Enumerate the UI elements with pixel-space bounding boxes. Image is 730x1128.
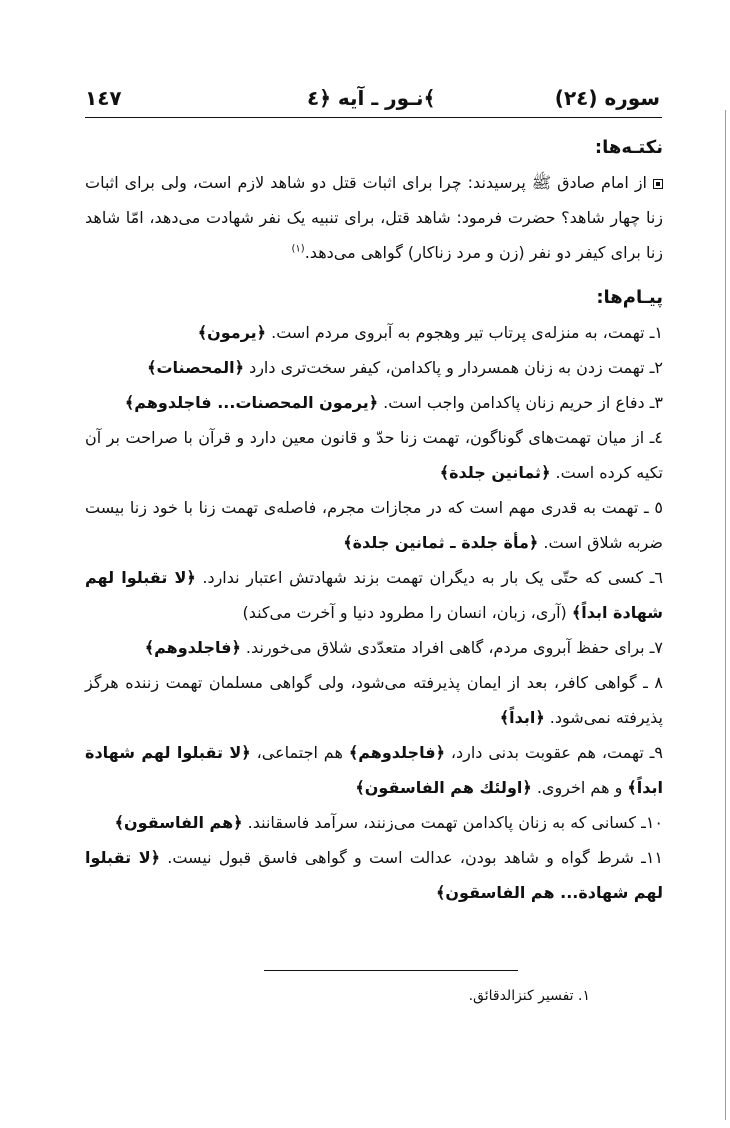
quran-quote: ﴿مأة جلدة ـ ثمانین جلدة﴾ bbox=[343, 533, 539, 552]
payam-title: پیـام‌ها: bbox=[596, 287, 663, 308]
quran-quote-3: ﴿اولئك هم الفاسقون﴾ bbox=[355, 778, 532, 797]
item-text: ٩ـ تهمت، هم عقوبت بدنی دارد، bbox=[444, 743, 663, 762]
footnote-divider bbox=[264, 970, 518, 971]
quran-quote: ﴿ابداً﴾ bbox=[499, 708, 545, 727]
list-item bbox=[85, 665, 663, 735]
quran-quote: ﴿لا تقبلوا لهم شهادة... هم الفاسقون﴾ bbox=[85, 848, 663, 902]
item-text: ٦ـ کسی که حتّی یک بار به دیگران تهمت بزند شهادتش اعتبار ندارد. bbox=[195, 568, 663, 587]
footnote: ١. تفسیر کنزالدقائق. bbox=[468, 988, 590, 1004]
quran-quote: ﴿ثمانین جلدة﴾ bbox=[439, 463, 551, 482]
item-text: ٨ ـ گواهی کافر، بعد از ایمان پذیرفته می‌شود، ولی گواهی مسلمان تهمت زننده هرگز پذیرفته نمی‌شود. bbox=[85, 673, 663, 727]
list-item bbox=[85, 560, 663, 630]
footnote-ref: (١) bbox=[291, 243, 305, 255]
quran-quote: ﴿المحصنات﴾ bbox=[147, 358, 244, 377]
quran-quote: ﴿یرمون﴾ bbox=[197, 323, 267, 342]
quran-quote: ﴿لا تقبلوا لهم شهادة ابداً﴾ bbox=[85, 568, 663, 622]
item-text: ١٠ـ کسانی که به زنان پاکدامن تهمت می‌زنند، سرآمد فاسقانند. bbox=[242, 813, 663, 832]
ayah-label: نـور ـ آیه ﴿٤﴾ bbox=[307, 86, 436, 110]
quran-quote-2: ﴿لا تقبلوا لهم شهادة ابداً﴾ bbox=[85, 743, 663, 797]
item-text: ٣ـ دفاع از حریم زنان پاکدامن واجب است. bbox=[378, 393, 663, 412]
list-item bbox=[85, 630, 663, 665]
list-item bbox=[85, 490, 663, 560]
list-item bbox=[85, 385, 663, 420]
nokteh-title: نکتـه‌ها: bbox=[594, 137, 663, 158]
quran-quote: ﴿فاجلدوهم﴾ bbox=[144, 638, 241, 657]
list-item bbox=[85, 420, 663, 490]
item-text: ٥ ـ تهمت به قدری مهم است که در مجازات مجرم، فاصله‌ی تهمت زنا با خود زنا بیست ضربه شلاق است. bbox=[85, 498, 663, 552]
header-divider bbox=[85, 117, 662, 118]
running-header bbox=[85, 82, 660, 116]
quran-quote: ﴿یرمون المحصنات... فاجلدوهم﴾ bbox=[124, 393, 379, 412]
item-text: ٤ـ از میان تهمت‌های گوناگون، تهمت زنا حدّ و قانون معین دارد و قرآن با صراحت بر آن تکیه کرده است. bbox=[85, 428, 663, 482]
nokteh-paragraph bbox=[85, 165, 663, 270]
page-edge bbox=[725, 110, 726, 1120]
item-text: ٢ـ تهمت زدن به زنان همسردار و پاکدامن، کیفر سخت‌تری دارد bbox=[243, 358, 663, 377]
item-text-after: (آری، زبان، انسان را مطرود دنیا و آخرت می‌کند) bbox=[242, 603, 572, 622]
quran-quote: ﴿هم الفاسقون﴾ bbox=[114, 813, 243, 832]
item-text-after: هم اجتماعی، bbox=[250, 743, 349, 762]
item-text: ١ـ تهمت، به منزله‌ی پرتاب تیر وهجوم به آبروی مردم است. bbox=[266, 323, 663, 342]
item-text: ١١ـ شرط گواه و شاهد بودن، عدالت است و گواهی فاسق قبول نیست. bbox=[160, 848, 663, 867]
page-number: ١٤٧ bbox=[85, 86, 122, 110]
list-item bbox=[85, 805, 663, 840]
nokteh-text: از امام صادق ﷺ پرسیدند: چرا برای اثبات قتل دو شاهد لازم است، ولی برای اثبات زنا چهار شاهد؟ حضرت فرمود: شاهد قتل، برای تنبیه یک نفر شهادت می‌دهد، امّا شاهد زنا برای کیفر دو نفر (زن و مرد زناکار) گواهی می‌دهد. bbox=[85, 173, 663, 262]
list-item bbox=[85, 315, 663, 350]
sura-name: سوره (٢٤) bbox=[554, 86, 660, 110]
main-text bbox=[85, 130, 663, 910]
item-text-after-2: و هم اخروی. bbox=[531, 778, 628, 797]
list-item bbox=[85, 840, 663, 910]
item-text: ٧ـ برای حفظ آبروی مردم، گاهی افراد متعدّدی شلاق می‌خورند. bbox=[240, 638, 663, 657]
quran-quote: ﴿فاجلدوهم﴾ bbox=[348, 743, 445, 762]
square-bullet-icon bbox=[653, 179, 663, 189]
list-item bbox=[85, 350, 663, 385]
list-item bbox=[85, 735, 663, 805]
